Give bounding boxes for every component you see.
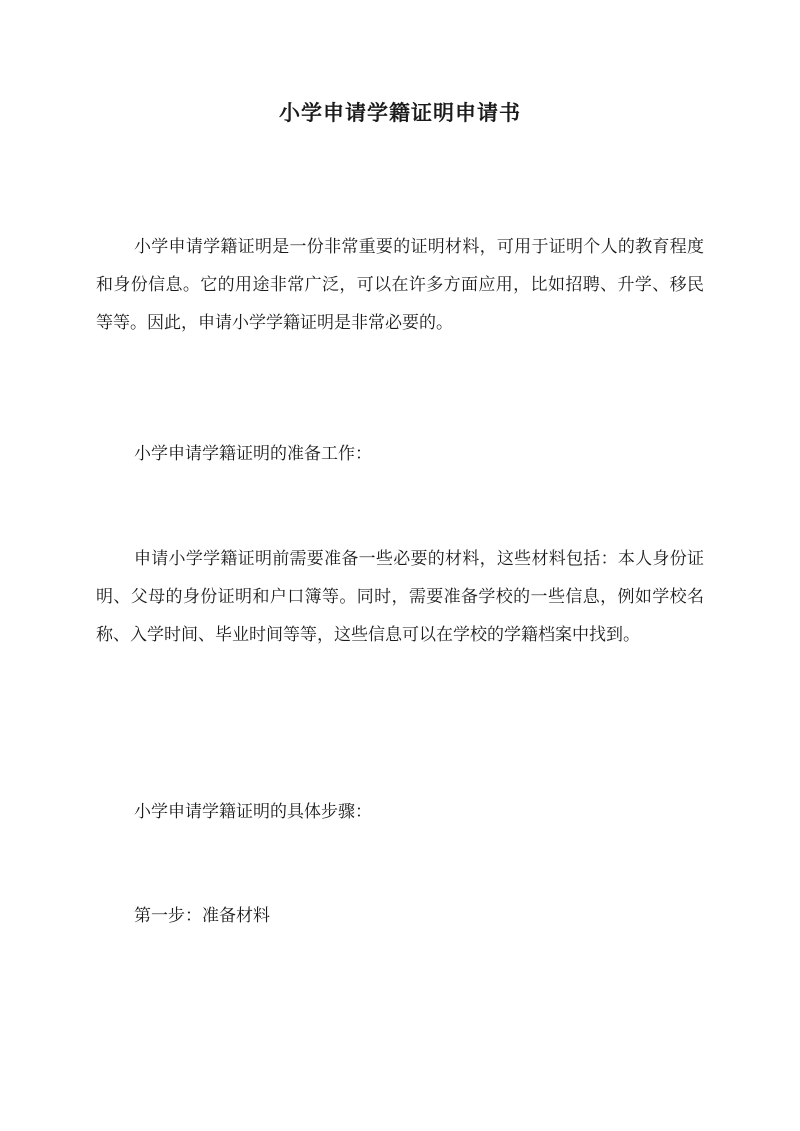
document-title: 小学申请学籍证明申请书 xyxy=(279,100,521,125)
step-one-line: 第一步：准备材料 xyxy=(134,906,270,926)
intro-paragraph: 小学申请学籍证明是一份非常重要的证明材料，可用于证明个人的教育程度和身份信息。它的用途非常广泛，可以在许多方面应用，比如招聘、升学、移民等等。因此，申请小学学籍证明是非常必要的。 xyxy=(96,237,704,333)
preparation-paragraph: 申请小学学籍证明前需要准备一些必要的材料，这些材料包括：本人身份证明、父母的身份证明和户口簿等。同时，需要准备学校的一些信息，例如学校名称、入学时间、毕业时间等等，这些信息可以在学校的学籍档案中找到。 xyxy=(96,549,704,645)
preparation-heading: 小学申请学籍证明的准备工作： xyxy=(134,444,372,464)
steps-heading: 小学申请学籍证明的具体步骤： xyxy=(134,802,372,822)
